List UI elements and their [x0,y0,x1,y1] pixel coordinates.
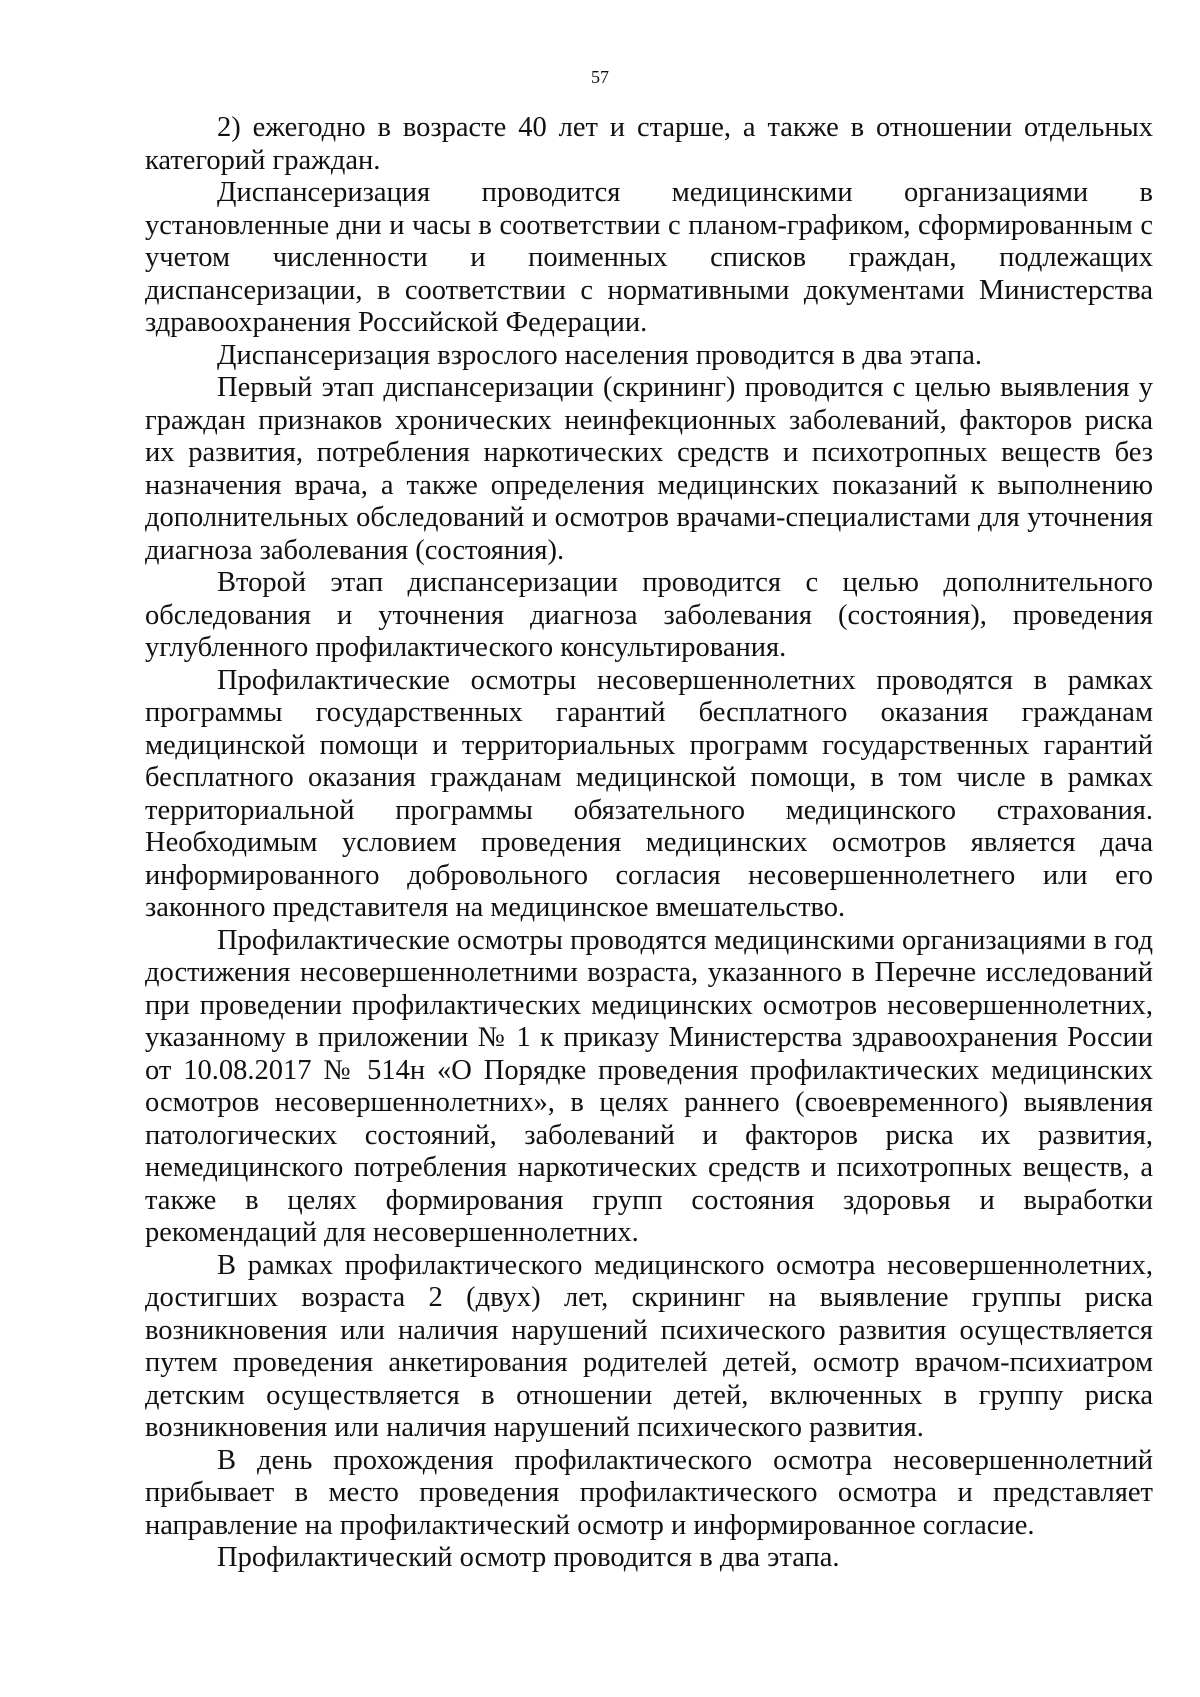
document-body [145,112,1153,1575]
paragraph: В день прохождения профилактического осмотра несовершеннолетний прибывает в место проведения профилактического осмотра и представляет направление на профилактический осмотр и информированное согласие. [145,1444,1153,1541]
paragraph: Профилактические осмотры несовершеннолетних проводятся в рамках программы государственных гарантий бесплатного оказания гражданам медицинской помощи и территориальных программ государственных гарантий бесплатного оказания гражданам медицинской помощи, в том числе в рамках территориальной программы обязательного медицинского страхования. Необходимым условием проведения медицинских осмотров является дача информированного добровольного согласия несовершеннолетнего или его законного представителя на медицинское вмешательство. [145,664,1153,923]
paragraph: Диспансеризация проводится медицинскими организациями в установленные дни и часы в соответствии с планом-графиком, сформированным с учетом численности и поименных списков граждан, подлежащих диспансеризации, в соответствии с нормативными документами Министерства здравоохранения Российской Федерации. [145,177,1153,338]
paragraph: 2) ежегодно в возрасте 40 лет и старше, а также в отношении отдельных категорий граждан. [145,112,1153,176]
paragraph: Первый этап диспансеризации (скрининг) проводится с целью выявления у граждан признаков хронических неинфекционных заболеваний, факторов риска их развития, потребления наркотических средств и психотропных веществ без назначения врача, а также определения медицинских показаний к выполнению дополнительных обследований и осмотров врачами-специалистами для уточнения диагноза заболевания (состояния). [145,372,1153,566]
page-number: 57 [591,67,609,87]
paragraph: Диспансеризация взрослого населения проводится в два этапа. [217,339,983,371]
paragraph: Профилактический осмотр проводится в два этапа. [217,1542,840,1573]
paragraph: В рамках профилактического медицинского осмотра несовершеннолетних, достигших возраста 2 (двух) лет, скрининг на выявление группы риска возникновения или наличия нарушений психического развития осуществляется путем проведения анкетирования родителей детей, осмотр врачом-психиатром детским осуществляется в отношении детей, включенных в группу риска возникновения или наличия нарушений психического развития. [145,1249,1153,1443]
paragraph: Профилактические осмотры проводятся медицинскими организациями в год достижения несовершеннолетними возраста, указанного в Перечне исследований при проведении профилактических медицинских осмотров несовершеннолетних, указанному в приложении № 1 к приказу Министерства здравоохранения России от 10.08.2017 № 514н «О Порядке проведения профилактических медицинских осмотров несовершеннолетних», в целях раннего (своевременного) выявления патологических состояний, заболеваний и факторов риска их развития, немедицинского потребления наркотических средств и психотропных веществ, а также в целях формирования групп состояния здоровья и выработки рекомендаций для несовершеннолетних. [145,924,1153,1248]
paragraph: Второй этап диспансеризации проводится с целью дополнительного обследования и уточнения диагноза заболевания (состояния), проведения углубленного профилактического консультирования. [145,567,1153,663]
